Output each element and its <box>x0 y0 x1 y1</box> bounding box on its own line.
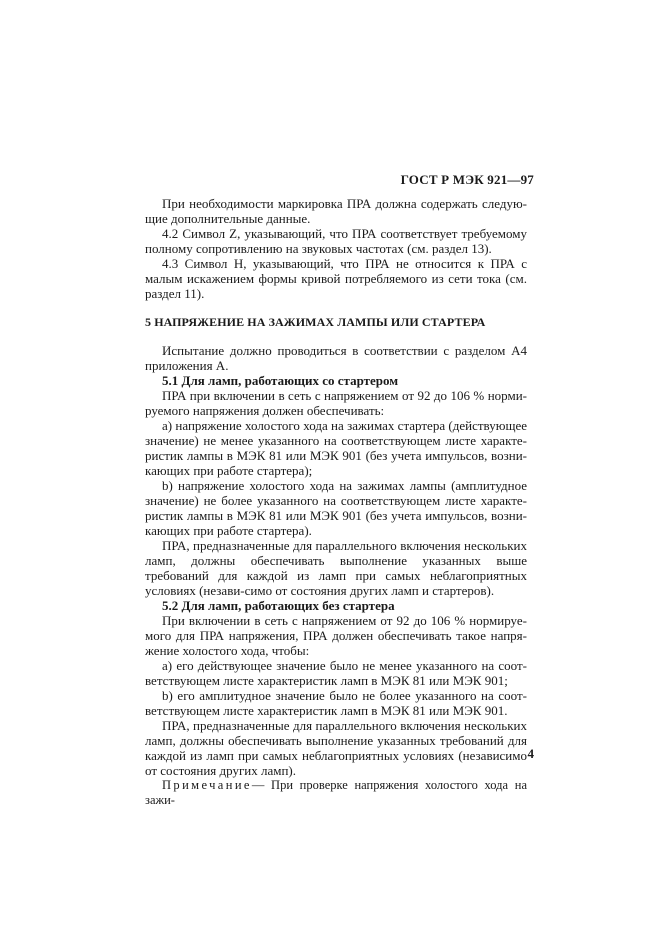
subsection-5-1-item-a: а) напряжение холостого хода на зажимах стартера (действующее значение) не менее указанного на соответствующем листе характе-ристик лампы в МЭК 81 или МЭК 901 (без учета импульсов, возни-кающих при работе стартера); <box>145 418 527 478</box>
note <box>145 778 527 808</box>
paragraph-marking: При необходимости маркировка ПРА должна содержать следую-щие дополнительные данные. <box>145 196 527 226</box>
paragraph-4-2: 4.2 Символ Z, указывающий, что ПРА соответствует требуемому полному сопротивлению на звуковых частотах (см. раздел 13). <box>145 226 527 256</box>
note-text: — При проверке напряжения холостого хода на зажи- <box>145 778 527 807</box>
subsection-5-1-heading: 5.1 Для ламп, работающих со стартером <box>162 373 399 388</box>
subsection-5-2-heading: 5.2 Для ламп, работающих без стартера <box>162 598 395 613</box>
section-5-heading: 5 НАПРЯЖЕНИЕ НА ЗАЖИМАХ ЛАМПЫ ИЛИ СТАРТЕРА <box>145 315 486 329</box>
subsection-5-2-item-a: а) его действующее значение было не менее указанного на соот-ветствующем листе характеристик ламп в МЭК 81 или МЭК 901; <box>145 658 527 688</box>
document-header: ГОСТ Р МЭК 921—97 <box>400 172 534 187</box>
document-body <box>145 196 527 808</box>
paragraph-4-3: 4.3 Символ H, указывающий, что ПРА не относится к ПРА с малым искажением формы кривой потребляемого из сети тока (см. раздел 11). <box>145 256 527 301</box>
subsection-5-2-parallel: ПРА, предназначенные для параллельного включения нескольких ламп, должны обеспечивать выполнение указанных требований для каждой из ламп при самых неблагоприятных условиях (независимо от состояния других ламп). <box>145 718 527 778</box>
subsection-5-1-parallel: ПРА, предназначенные для параллельного включения нескольких ламп, должны обеспечивать выполнение указанных выше требований для каждой из ламп при самых неблагоприятных условиях (незави-симо от состояния других ламп и стартеров). <box>145 538 527 598</box>
subsection-5-1-item-b: b) напряжение холостого хода на зажимах лампы (амплитудное значение) не более указанного на соответствующем листе характе-ристик лампы в МЭК 81 или МЭК 901 (без учета импульсов, возни-кающих при работе стартера). <box>145 478 527 538</box>
section-5-intro: Испытание должно проводиться в соответствии с разделом А4 приложения А. <box>145 343 527 373</box>
page-number: 4 <box>527 746 534 761</box>
subsection-5-1-lead: ПРА при включении в сеть с напряжением от 92 до 106 % норми-руемого напряжения должен обеспечивать: <box>145 388 527 418</box>
subsection-5-2-lead: При включении в сеть с напряжением от 92 до 106 % нормируе-мого для ПРА напряжения, ПРА должен обеспечивать такое напря-жение холостого хода, чтобы: <box>145 613 527 658</box>
note-lead: Примечание <box>162 778 252 792</box>
subsection-5-2-item-b: b) его амплитудное значение было не более указанного на соот-ветствующем листе характеристик ламп в МЭК 81 или МЭК 901. <box>145 688 527 718</box>
